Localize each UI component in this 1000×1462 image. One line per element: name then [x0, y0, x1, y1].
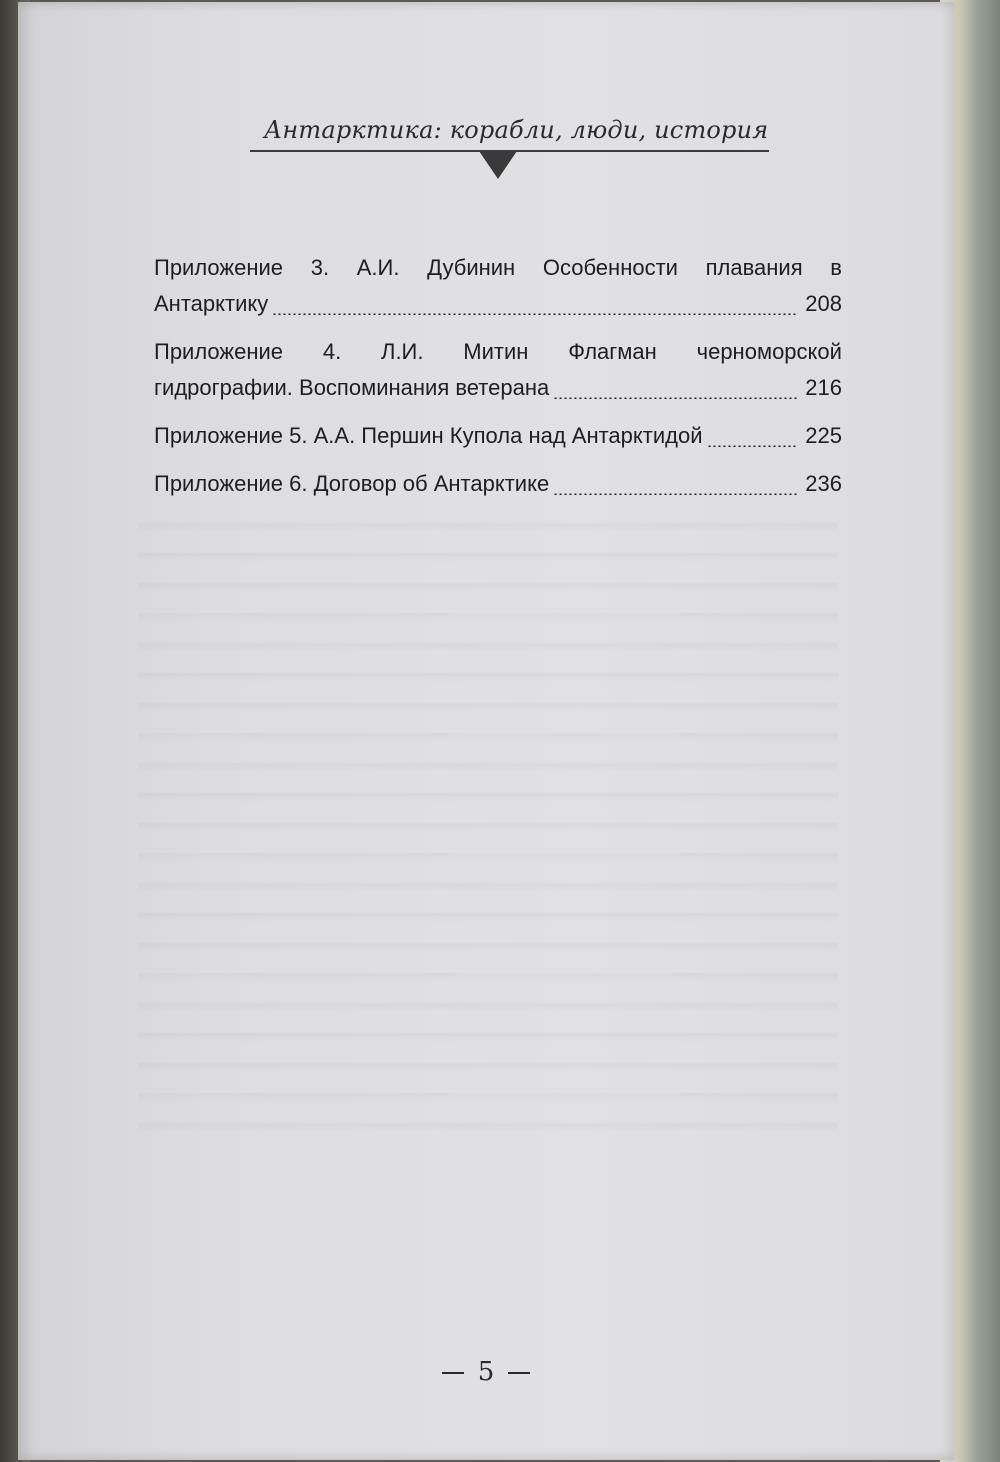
toc-entry-line — [154, 466, 842, 502]
toc-page-number: 236 — [805, 471, 842, 496]
toc-page-number: 225 — [805, 423, 842, 448]
folio-dash-right — [508, 1372, 530, 1374]
toc-page-number: 208 — [805, 291, 842, 316]
show-through-text — [138, 502, 838, 1152]
leader-dots — [272, 313, 797, 315]
page-number-footer — [18, 1357, 954, 1387]
toc-entry-title: Антарктику — [154, 291, 269, 316]
toc-entry-appendix-6[interactable] — [154, 466, 842, 502]
toc-entry-title: Приложение 5. А.А. Першин Купола над Антарктидой — [154, 423, 703, 448]
folio-number: 5 — [477, 1357, 495, 1387]
toc-entry-appendix-4[interactable] — [154, 334, 842, 406]
book-page — [18, 2, 954, 1460]
folio-dash-left — [442, 1372, 464, 1374]
leader-dots — [553, 397, 797, 399]
head-ornament-triangle — [479, 151, 517, 179]
leader-dots — [707, 445, 798, 447]
toc-entry-line: Приложение 3. А.И. Дубинин Особенности плавания в — [154, 255, 842, 280]
running-head: Антарктика: корабли, люди, история — [264, 116, 769, 144]
leader-dots — [553, 493, 797, 495]
toc-entry-appendix-5[interactable] — [154, 418, 842, 454]
toc-entry-line: Приложение 4. Л.И. Митин Флагман черноморской — [154, 339, 842, 364]
table-of-contents — [154, 250, 842, 514]
toc-entry-line — [154, 286, 842, 322]
toc-entry-title: гидрографии. Воспоминания ветерана — [154, 375, 550, 400]
toc-entry-title: Приложение 6. Договор об Антарктике — [154, 471, 550, 496]
toc-entry-line — [154, 370, 842, 406]
toc-entry-appendix-3[interactable] — [154, 250, 842, 322]
toc-entry-line — [154, 418, 842, 454]
toc-page-number: 216 — [805, 375, 842, 400]
